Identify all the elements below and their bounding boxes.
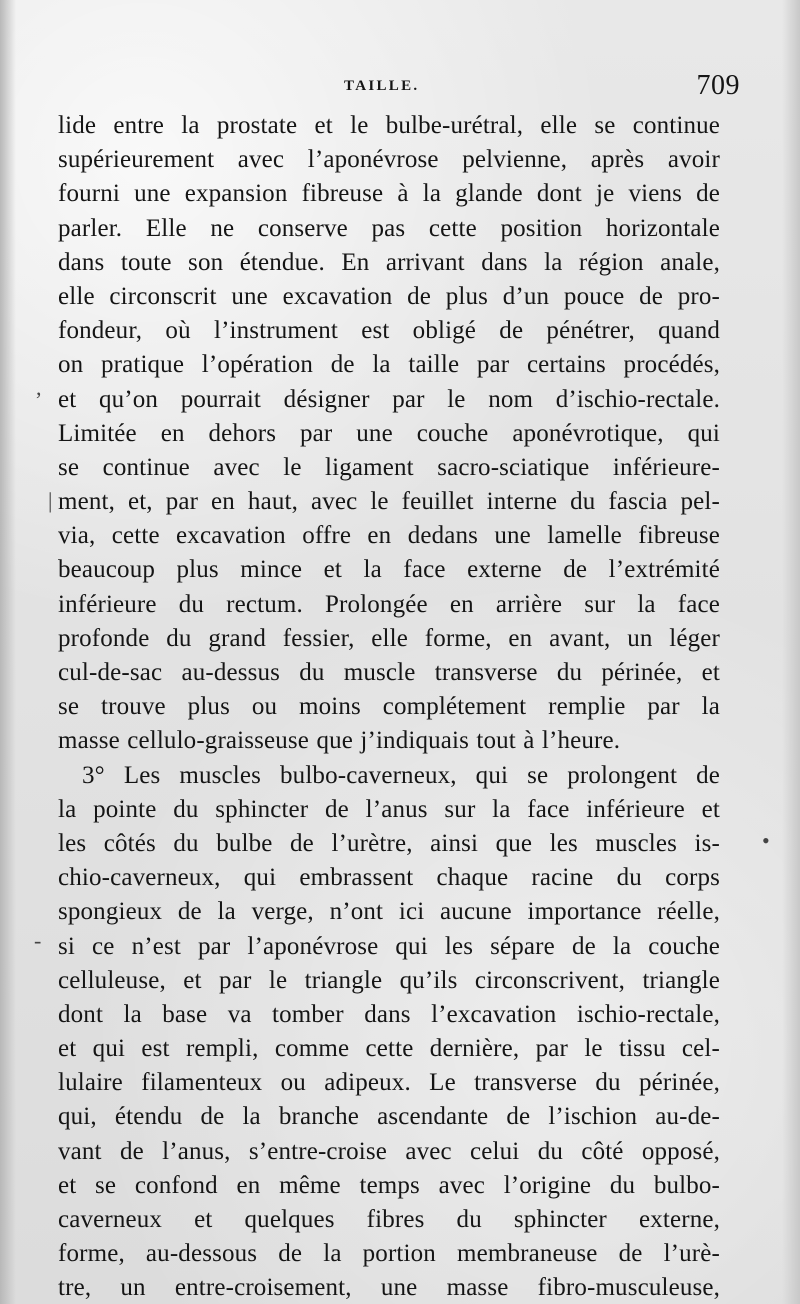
text-line: parler. Elle ne conserve pas cette position horizontale xyxy=(58,214,720,242)
text-line: lulaire filamenteux ou adipeux. Le transverse du périnée, xyxy=(58,1069,720,1097)
text-line: Limitée en dehors par une couche aponévrotique, qui xyxy=(58,419,720,447)
text-line: profonde du grand fessier, elle forme, en avant, un léger xyxy=(58,624,720,652)
text-line: si ce n’est par l’aponévrose qui les sépare de la couche xyxy=(58,932,720,960)
text-line: vant de l’anus, s’entre-croise avec celui du côté opposé, xyxy=(58,1137,720,1165)
text-line: se continue avec le ligament sacro-sciatique inférieure- xyxy=(58,453,720,481)
margin-mark: - xyxy=(34,928,42,953)
text-line: via, cette excavation offre en dedans une lamelle fibreuse xyxy=(58,522,720,550)
right-page-shadow xyxy=(782,0,800,1304)
text-line: inférieure du rectum. Prolongée en arrière sur la face xyxy=(58,590,720,618)
text-line: on pratique l’opération de la taille par certains procédés, xyxy=(58,351,720,379)
text-line: fondeur, où l’instrument est obligé de pénétrer, quand xyxy=(58,317,720,345)
text-line: et qui est rempli, comme cette dernière, par le tissu cel- xyxy=(58,1035,720,1063)
text-line: beaucoup plus mince et la face externe de l’extrémité xyxy=(58,556,720,584)
text-line: qui, étendu de la branche ascendante de l’ischion au-de- xyxy=(58,1103,720,1131)
text-line: tre, un entre-croisement, une masse fibro-musculeuse, xyxy=(58,1274,720,1302)
text-line: elle circonscrit une excavation de plus d’un pouce de pro- xyxy=(58,282,720,310)
text-line: forme, au-dessous de la portion membraneuse de l’urè- xyxy=(58,1240,720,1268)
page-number: 709 xyxy=(696,70,740,101)
text-line: ment, et, par en haut, avec le feuillet interne du fascia pel- xyxy=(58,488,720,516)
text-line: et se confond en même temps avec l’origine du bulbo- xyxy=(58,1171,720,1199)
text-line: et qu’on pourrait désigner par le nom d’ischio-rectale. xyxy=(58,385,720,413)
margin-mark: , xyxy=(36,375,42,400)
text-line: spongieux de la verge, n’ont ici aucune importance réelle, xyxy=(58,898,720,926)
text-line: cul-de-sac au-dessus du muscle transverse du périnée, et xyxy=(58,659,720,686)
text-line: se trouve plus ou moins complétement remplie par la xyxy=(58,693,720,721)
margin-mark: | xyxy=(48,488,53,513)
running-head: TAILLE. xyxy=(344,78,420,94)
text-line: dont la base va tomber dans l’excavation ischio-rectale, xyxy=(58,1000,720,1028)
paragraph-start-line: 3° Les muscles bulbo-caverneux, qui se prolongent de xyxy=(82,761,720,789)
text-line: celluleuse, et par le triangle qu’ils circonscrivent, triangle xyxy=(58,966,720,994)
text-line: masse cellulo-graisseuse que j’indiquais tout à l’heure. xyxy=(58,727,621,755)
page-header xyxy=(58,70,740,102)
text-line: dans toute son étendue. En arrivant dans la région anale, xyxy=(58,248,720,276)
text-line: lide entre la prostate et le bulbe-urétral, elle se continue xyxy=(58,112,720,139)
text-line: caverneux et quelques fibres du sphincter externe, xyxy=(58,1206,720,1233)
text-line: chio-caverneux, qui embrassent chaque racine du corps xyxy=(58,864,720,892)
margin-mark: • xyxy=(762,828,770,853)
text-line: la pointe du sphincter de l’anus sur la face inférieure et xyxy=(58,795,720,823)
left-page-shadow xyxy=(0,0,16,1304)
text-line: fourni une expansion fibreuse à la glande dont je viens de xyxy=(58,180,720,208)
text-line: les côtés du bulbe de l’urètre, ainsi que les muscles is- xyxy=(58,829,720,857)
body-text xyxy=(58,109,720,1304)
text-line: supérieurement avec l’aponévrose pelvienne, après avoir xyxy=(58,146,720,174)
